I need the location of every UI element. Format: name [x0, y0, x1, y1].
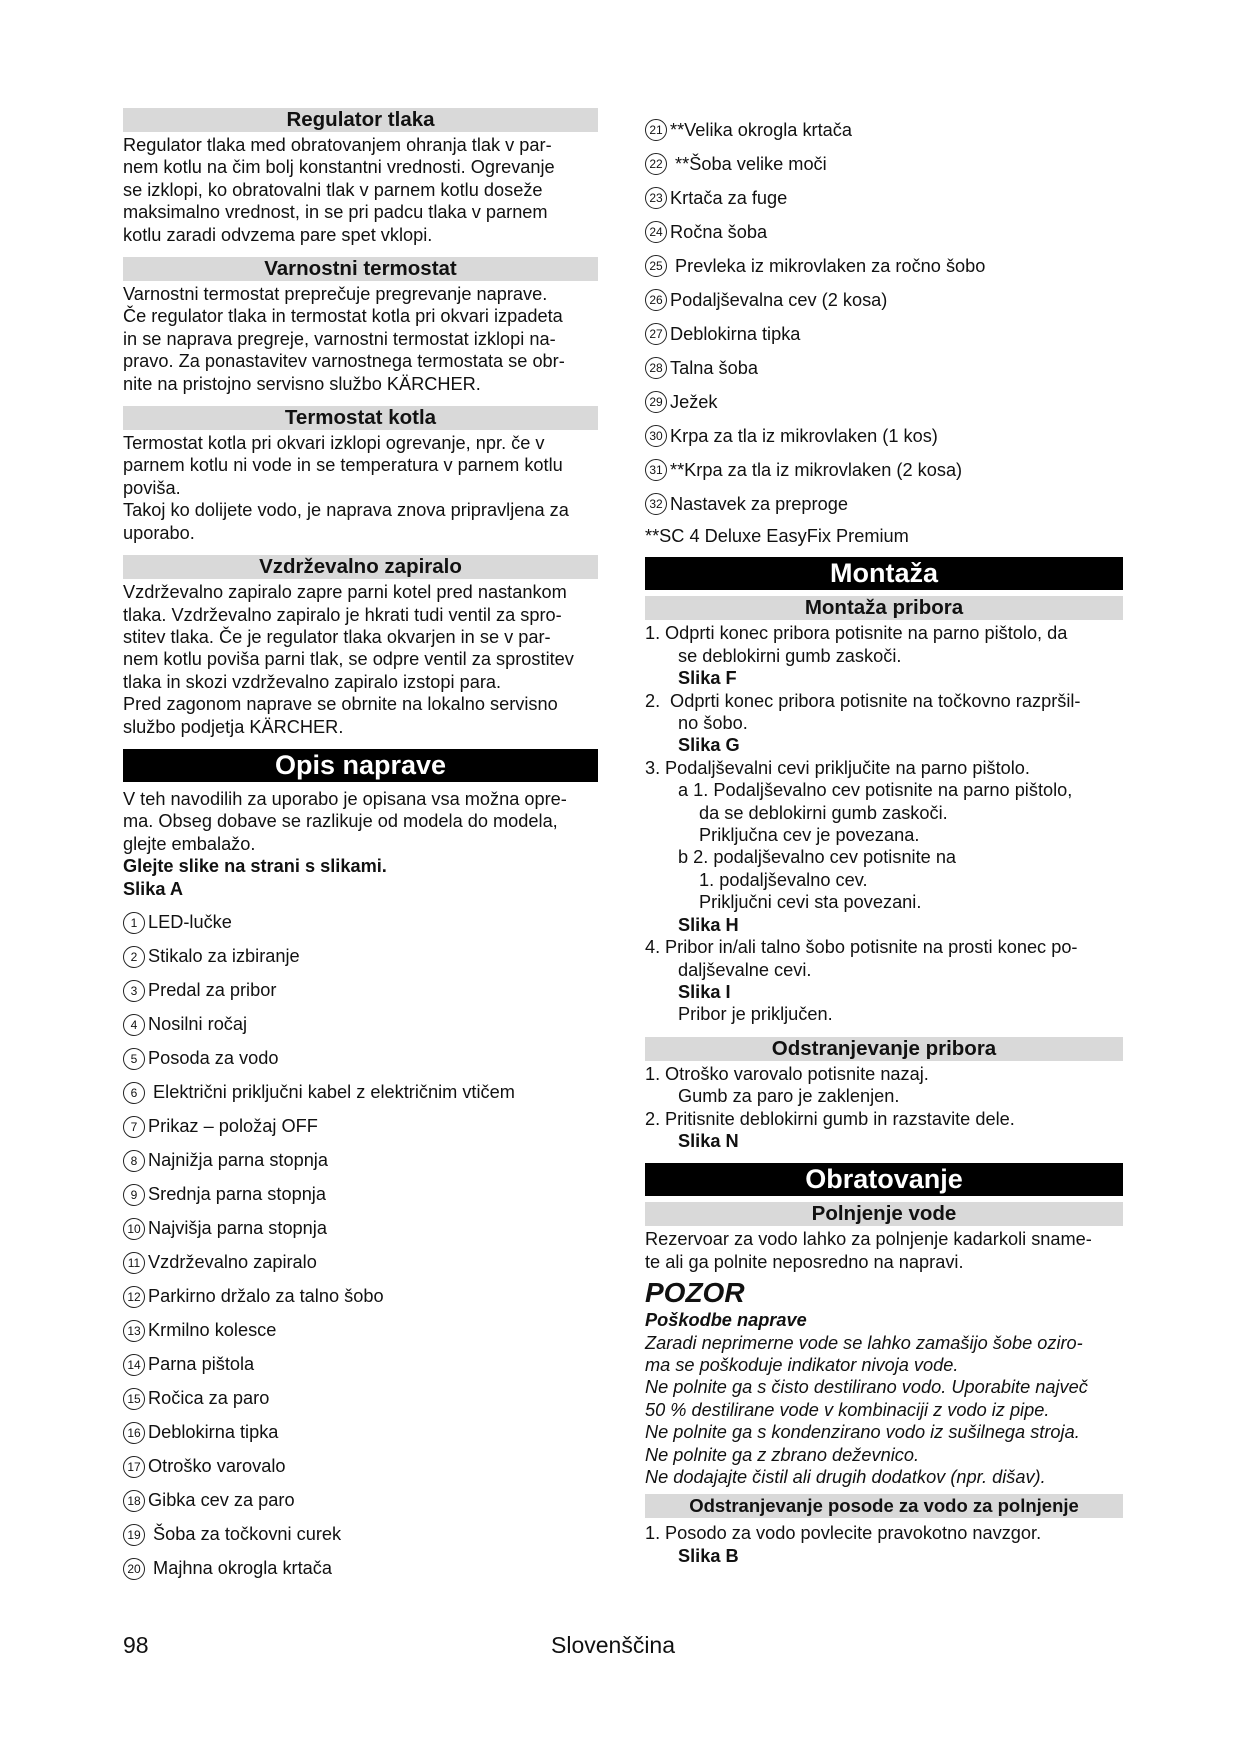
substep-text: da se deblokirni gumb zaskoči.	[699, 802, 948, 823]
text-line: tlaka in skozi vzdrževalno zapiralo izstopi para.	[123, 671, 502, 692]
list-item	[123, 1416, 598, 1450]
item-number-circle: 4	[123, 1014, 145, 1036]
para-termostat	[123, 432, 598, 544]
list-item	[645, 453, 1123, 487]
text-line: nite na pristojno servisno službo KÄRCHER.	[123, 373, 481, 394]
list-item	[123, 974, 598, 1008]
substep-text: 1. podaljševalno cev.	[699, 869, 868, 890]
step-text: Pribor je priključen.	[678, 1004, 833, 1025]
item-label: Predal za pribor	[148, 980, 277, 1001]
item-label: Podaljševalna cev (2 kosa)	[670, 289, 888, 310]
item-number-circle: 17	[123, 1456, 145, 1478]
step-text: Podaljševalni cevi priključite na parno pištolo.	[665, 757, 1030, 778]
warning-text	[645, 1332, 1123, 1489]
list-item	[123, 1008, 598, 1042]
step-number: 2.	[645, 1108, 661, 1129]
heading-odstranjevanje-posode: Odstranjevanje posode za vodo za polnjenje	[645, 1494, 1123, 1518]
item-number-circle: 32	[645, 493, 667, 515]
list-item	[123, 1382, 598, 1416]
item-number-circle: 23	[645, 187, 667, 209]
text-line: nem kotlu na čim bolj konstantni vrednosti. Ogrevanje	[123, 157, 555, 178]
item-label: **Velika okrogla krtača	[670, 119, 852, 140]
item-label: Nosilni ročaj	[148, 1014, 248, 1035]
text-line: Ne polnite ga s kondenzirano vodo iz sušilnega stroja.	[645, 1422, 1080, 1443]
heading-odstranjevanje: Odstranjevanje pribora	[645, 1037, 1123, 1061]
item-number-circle: 30	[645, 425, 667, 447]
heading-varnostni: Varnostni termostat	[123, 257, 598, 281]
footer-language: Slovenščina	[551, 1632, 676, 1658]
item-label: Stikalo za izbiranje	[148, 946, 300, 967]
list-item	[123, 1178, 598, 1212]
right-column	[645, 113, 1123, 1567]
heading-montaza: Montaža	[645, 557, 1123, 590]
text-line: V teh navodilih za uporabo je opisana vsa možna opre-	[123, 788, 567, 809]
item-number-circle: 29	[645, 391, 667, 413]
item-label: Deblokirna tipka	[148, 1422, 279, 1443]
para-varnostni	[123, 283, 598, 395]
item-number-circle: 10	[123, 1218, 145, 1240]
list-item	[123, 1110, 598, 1144]
page-number: 98	[123, 1632, 149, 1658]
figure-label: Slika I	[678, 981, 731, 1002]
figure-label: Slika N	[678, 1130, 739, 1151]
list-item	[123, 1144, 598, 1178]
step-text: no šobo.	[678, 713, 748, 734]
text-line: Ne polnite ga z zbrano deževnico.	[645, 1444, 919, 1465]
item-number-circle: 25	[645, 255, 667, 277]
item-number-circle: 18	[123, 1490, 145, 1512]
item-label: Najvišja parna stopnja	[148, 1218, 327, 1239]
item-number-circle: 27	[645, 323, 667, 345]
step-number: 3.	[645, 757, 661, 778]
step-text: Odprti konec pribora potisnite na točkovno razpršil-	[665, 690, 1081, 711]
step-number: 1.	[645, 1063, 661, 1084]
list-item	[123, 906, 598, 940]
substep-text: a 1. Podaljševalno cev potisnite na parno pištolo,	[678, 780, 1073, 801]
step-number: 4.	[645, 937, 661, 958]
list-item	[645, 283, 1123, 317]
heading-vzdrzevalno: Vzdrževalno zapiralo	[123, 555, 598, 579]
list-item	[123, 1348, 598, 1382]
text-line: te ali ga polnite neposredno na napravi.	[645, 1251, 964, 1272]
heading-regulator: Regulator tlaka	[123, 108, 598, 132]
step-4	[645, 936, 1123, 958]
item-label: Otroško varovalo	[148, 1456, 286, 1477]
list-item	[123, 1076, 598, 1110]
step-text: Pritisnite deblokirni gumb in razstavite dele.	[665, 1108, 1015, 1129]
para-opis	[123, 788, 598, 900]
item-label: Srednja parna stopnja	[148, 1184, 326, 1205]
text-line: in se naprava pregreje, varnostni termostat izklopi na-	[123, 328, 556, 349]
substep-text: b 2. podaljševalno cev potisnite na	[678, 847, 957, 868]
para-regulator	[123, 134, 598, 246]
text-line: pravo. Za ponastavitev varnostnega termostata se obr-	[123, 351, 565, 372]
item-label: Najnižja parna stopnja	[148, 1150, 328, 1171]
list-item	[645, 215, 1123, 249]
item-number-circle: 20	[123, 1558, 145, 1580]
list-item	[123, 1246, 598, 1280]
left-column	[123, 108, 598, 1586]
step-number: 1.	[645, 623, 661, 644]
text-line: kotlu zaradi odvzema pare spet vklopi.	[123, 224, 433, 245]
text-line: se izklopi, ko obratovalni tlak v parnem kotlu doseže	[123, 179, 543, 200]
step-1	[645, 1063, 1123, 1085]
list-item	[123, 1314, 598, 1348]
text-line: Ne polnite ga s čisto destilirano vodo. Uporabite največ	[645, 1377, 1088, 1398]
text-line: 50 % destilirane vode v kombinaciji z vodo iz pipe.	[645, 1399, 1050, 1420]
item-label: Posoda za vodo	[148, 1048, 279, 1069]
item-number-circle: 21	[645, 119, 667, 141]
heading-obratovanje: Obratovanje	[645, 1163, 1123, 1196]
text-line: stitev tlaka. Če je regulator tlaka okvarjen in se v par-	[123, 626, 551, 647]
item-label: Majhna okrogla krtača	[148, 1558, 332, 1579]
item-label: Ročica za paro	[148, 1388, 270, 1409]
list-item	[123, 1042, 598, 1076]
item-number-circle: 19	[123, 1524, 145, 1546]
item-label: LED-lučke	[148, 912, 232, 933]
text-line: Takoj ko dolijete vodo, je naprava znova pripravljena za	[123, 500, 569, 521]
item-number-circle: 1	[123, 912, 145, 934]
item-label: Prevleka iz mikrovlaken za ročno šobo	[670, 255, 986, 276]
list-item	[123, 1484, 598, 1518]
figure-label: Slika H	[678, 914, 739, 935]
list-item	[123, 1552, 598, 1586]
list-item	[123, 1450, 598, 1484]
list-item	[645, 317, 1123, 351]
step-text: Posodo za vodo povlecite pravokotno navzgor.	[665, 1523, 1042, 1544]
item-label: Šoba za točkovni curek	[148, 1524, 342, 1545]
list-item	[645, 419, 1123, 453]
item-number-circle: 8	[123, 1150, 145, 1172]
step-text: se deblokirni gumb zaskoči.	[678, 645, 902, 666]
text-line: Ne dodajajte čistil ali drugih dodatkov (npr. dišav).	[645, 1467, 1046, 1487]
step-3	[645, 757, 1123, 779]
figure-label: Slika G	[678, 735, 740, 756]
item-label: **Šoba velike moči	[670, 153, 827, 174]
model-note: **SC 4 Deluxe EasyFix Premium	[645, 526, 909, 546]
item-number-circle: 13	[123, 1320, 145, 1342]
text-line: Zaradi neprimerne vode se lahko zamašijo šobe oziro-	[645, 1332, 1083, 1353]
heading-termostat: Termostat kotla	[123, 406, 598, 430]
text-line: tlaka. Vzdrževalno zapiralo je hkrati tudi ventil za spro-	[123, 604, 562, 625]
list-item	[645, 351, 1123, 385]
text-line: uporabo.	[123, 522, 195, 543]
text-line: Termostat kotla pri okvari izklopi ogrevanje, npr. če v	[123, 433, 545, 454]
step-2	[645, 1108, 1123, 1130]
step-1	[645, 622, 1123, 644]
item-label: **Krpa za tla iz mikrovlaken (2 kosa)	[670, 459, 963, 480]
text-line: službo podjetja KÄRCHER.	[123, 716, 344, 737]
item-number-circle: 12	[123, 1286, 145, 1308]
item-number-circle: 15	[123, 1388, 145, 1410]
item-label: Ježek	[670, 391, 718, 412]
warning-title: POZOR	[645, 1277, 745, 1309]
item-number-circle: 9	[123, 1184, 145, 1206]
text-line: maksimalno vrednost, in se pri padcu tlaka v parnem	[123, 202, 548, 223]
text-line: Varnostni termostat preprečuje pregrevanje naprave.	[123, 284, 548, 305]
component-list-right	[645, 113, 1123, 521]
list-item	[123, 1518, 598, 1552]
warning-subtitle: Poškodbe naprave	[645, 1310, 807, 1331]
list-item	[123, 1212, 598, 1246]
heading-opis: Opis naprave	[123, 749, 598, 782]
step-text: Gumb za paro je zaklenjen.	[678, 1086, 900, 1107]
substep-text: Priključni cevi sta povezani.	[699, 892, 922, 913]
text-line: nem kotlu poviša parni tlak, se odpre ventil za sprostitev	[123, 649, 574, 670]
step-text: Otroško varovalo potisnite nazaj.	[665, 1063, 929, 1084]
item-number-circle: 28	[645, 357, 667, 379]
item-label: Parkirno držalo za talno šobo	[148, 1286, 384, 1307]
figure-label: Slika A	[123, 878, 183, 899]
item-label: Parna pištola	[148, 1354, 255, 1375]
item-number-circle: 14	[123, 1354, 145, 1376]
item-label: Gibka cev za paro	[148, 1490, 295, 1511]
item-number-circle: 31	[645, 459, 667, 481]
item-number-circle: 22	[645, 153, 667, 175]
text-line: poviša.	[123, 477, 181, 498]
item-number-circle: 16	[123, 1422, 145, 1444]
item-label: Krtača za fuge	[670, 187, 788, 208]
step-text: daljševalne cevi.	[678, 959, 812, 980]
text-line: glejte embalažo.	[123, 833, 256, 854]
figure-reference-note: Glejte slike na strani s slikami.	[123, 856, 387, 877]
item-number-circle: 24	[645, 221, 667, 243]
list-item	[645, 385, 1123, 419]
list-item	[645, 249, 1123, 283]
item-label: Krmilno kolesce	[148, 1320, 277, 1341]
item-number-circle: 2	[123, 946, 145, 968]
item-label: Nastavek za preproge	[670, 493, 848, 514]
item-number-circle: 3	[123, 980, 145, 1002]
list-item	[645, 113, 1123, 147]
item-label: Talna šoba	[670, 357, 758, 378]
text-line: ma. Obseg dobave se razlikuje od modela do modela,	[123, 811, 558, 832]
item-number-circle: 6	[123, 1082, 145, 1104]
item-number-circle: 5	[123, 1048, 145, 1070]
item-label: Ročna šoba	[670, 221, 768, 242]
step-1	[645, 1522, 1123, 1544]
step-number: 2.	[645, 690, 661, 711]
list-item	[645, 487, 1123, 521]
figure-label: Slika B	[678, 1545, 739, 1566]
text-line: Regulator tlaka med obratovanjem ohranja tlak v par-	[123, 135, 552, 155]
text-line: Pred zagonom naprave se obrnite na lokalno servisno	[123, 694, 558, 715]
text-line: Če regulator tlaka in termostat kotla pri okvari izpadeta	[123, 306, 563, 327]
item-label: Električni priključni kabel z električnim vtičem	[148, 1082, 515, 1103]
item-label: Krpa za tla iz mikrovlaken (1 kos)	[670, 425, 938, 446]
item-number-circle: 7	[123, 1116, 145, 1138]
item-number-circle: 11	[123, 1252, 145, 1274]
text-line: parnem kotlu ni vode in se temperatura v parnem kotlu	[123, 455, 563, 476]
text-line: Vzdrževalno zapiralo zapre parni kotel pred nastankom	[123, 582, 567, 603]
step-text: Odprti konec pribora potisnite na parno pištolo, da	[665, 623, 1068, 644]
item-label: Vzdrževalno zapiralo	[148, 1252, 317, 1273]
item-label: Prikaz – položaj OFF	[148, 1116, 318, 1137]
list-item	[123, 940, 598, 974]
list-item	[645, 147, 1123, 181]
heading-polnjenje: Polnjenje vode	[645, 1202, 1123, 1226]
text-line: Rezervoar za vodo lahko za polnjenje kadarkoli sname-	[645, 1229, 1092, 1250]
item-number-circle: 26	[645, 289, 667, 311]
substep-text: Priključna cev je povezana.	[699, 825, 920, 846]
list-item	[645, 181, 1123, 215]
text-line: ma se poškoduje indikator nivoja vode.	[645, 1354, 959, 1375]
step-text: Pribor in/ali talno šobo potisnite na prosti konec po-	[665, 937, 1078, 958]
para-vzdrzevalno	[123, 581, 598, 738]
component-list-left	[123, 906, 598, 1586]
item-label: Deblokirna tipka	[670, 323, 801, 344]
para-polnjenje	[645, 1228, 1123, 1273]
list-item	[123, 1280, 598, 1314]
heading-montaza-pribora: Montaža pribora	[645, 596, 1123, 620]
figure-label: Slika F	[678, 668, 737, 689]
step-2	[645, 690, 1123, 712]
step-number: 1.	[645, 1523, 661, 1544]
